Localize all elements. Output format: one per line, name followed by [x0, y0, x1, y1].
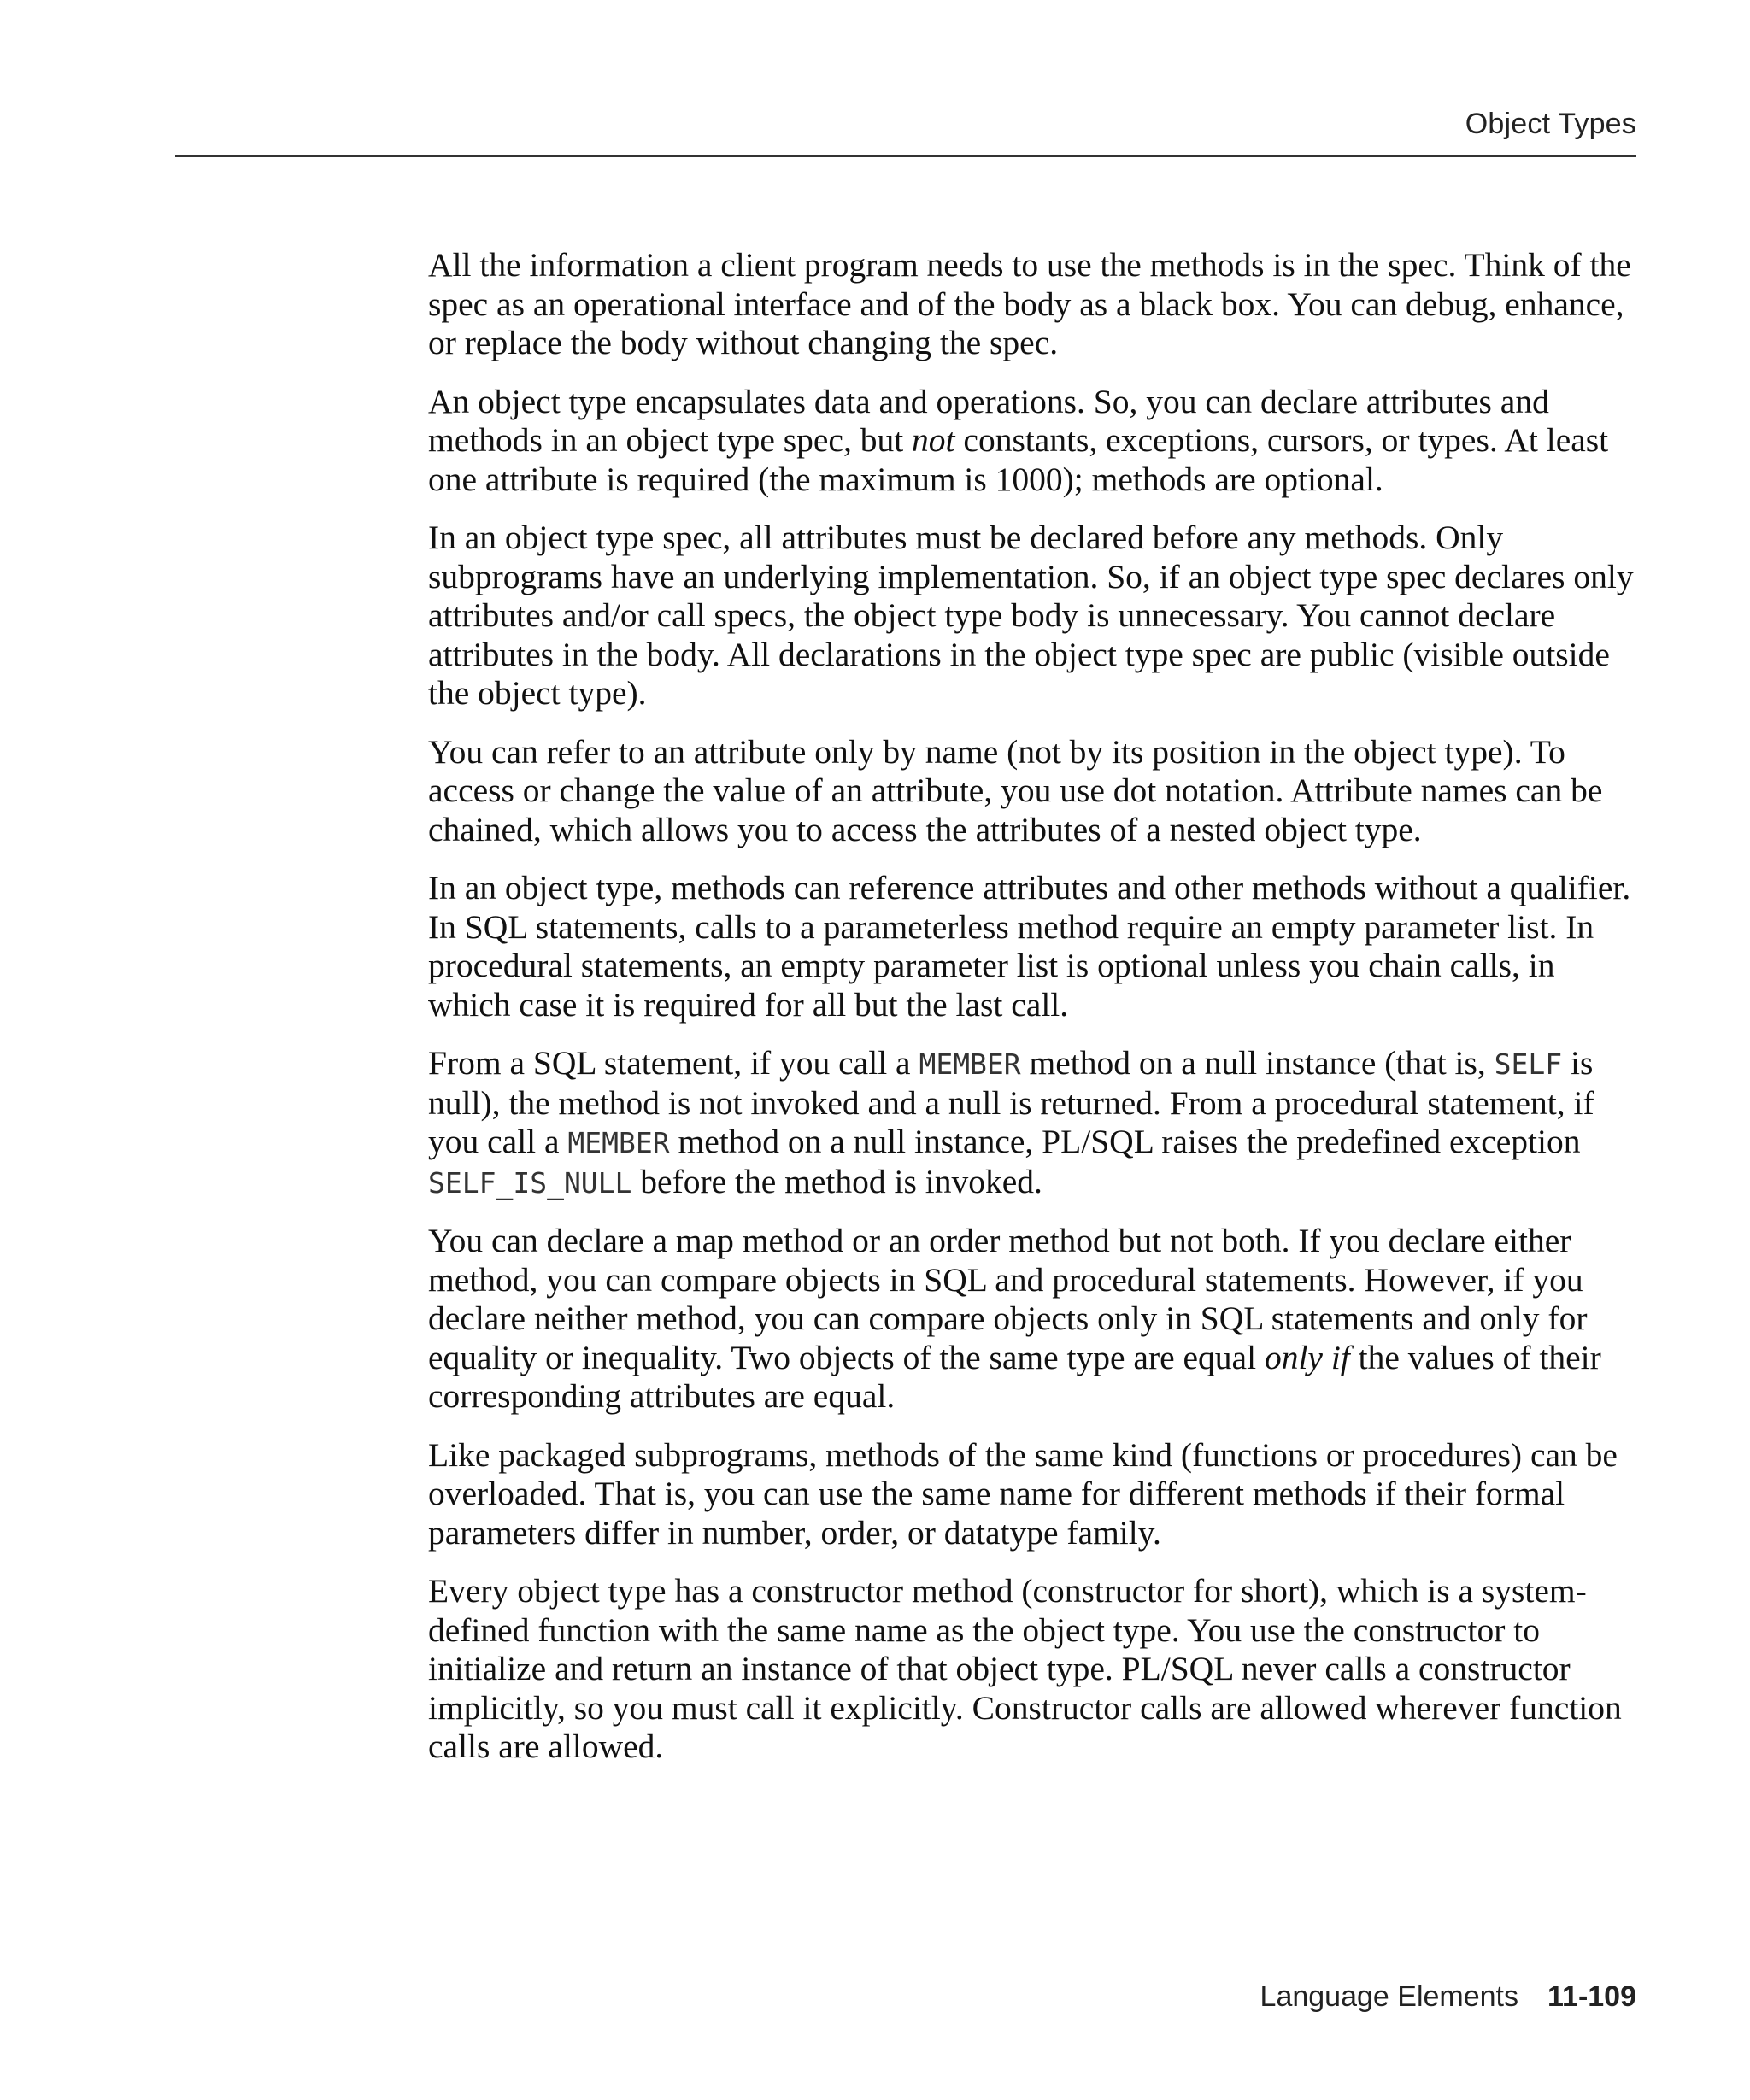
paragraph-encapsulation [428, 383, 1641, 500]
text-run: From a SQL statement, if you call a [428, 1044, 919, 1082]
code-self: SELF [1494, 1047, 1563, 1081]
text-run: You can declare a map method or an order method but not both. If you declare either method, you can compare objects in SQL and procedural statements. However, if you declare neither method, you can compare objects only in SQL statements and only for equality or inequality. Two objects of the same type are equal [428, 1222, 1588, 1376]
paragraph-map-order-methods [428, 1222, 1641, 1417]
body-text [428, 246, 1641, 1786]
page-number: 11-109 [1547, 1980, 1636, 2013]
emphasis-not: not [912, 421, 955, 459]
paragraph-spec-interface: All the information a client program needs to use the methods is in the spec. Think of the spec as an operational interface and of the body as a black box. You can debug, enhance, or replace the body without changing the spec. [428, 246, 1631, 361]
code-member: MEMBER [919, 1047, 1021, 1081]
paragraph-method-calls: In an object type, methods can reference attributes and other methods without a qualifier. In SQL statements, calls to a parameterless method require an empty parameter list. In procedural statements, an empty parameter list is optional unless you chain calls, in which case it is required for all but the last call. [428, 869, 1631, 1024]
text-run: the values of their corresponding attributes are equal. [428, 1338, 1601, 1415]
code-self-is-null: SELF_IS_NULL [428, 1165, 632, 1200]
paragraph-constructor: Every object type has a constructor method (constructor for short), which is a system-defined function with the same name as the object type. You use the constructor to initialize and return an instance of that object type. PL/SQL never calls a constructor implicitly, so you must call it explicitly. Constructor calls are allowed wherever function calls are allowed. [428, 1572, 1622, 1765]
paragraph-dot-notation: You can refer to an attribute only by name (not by its position in the object type). To access or change the value of an attribute, you use dot notation. Attribute names can be chained, which allows you to access the attributes of a nested object type. [428, 732, 1603, 848]
text-run: method on a null instance (that is, [1020, 1044, 1495, 1082]
text-run: constants, exceptions, cursors, or types. At least one attribute is required (the maximum is 1000); methods are optional. [428, 421, 1609, 498]
paragraph-null-instance [428, 1044, 1641, 1202]
page-footer [1260, 1980, 1636, 2014]
text-run: method on a null instance, PL/SQL raises the predefined exception [669, 1123, 1581, 1160]
text-run: before the method is invoked. [631, 1162, 1042, 1200]
paragraph-overloading: Like packaged subprograms, methods of the same kind (functions or procedures) can be overloaded. That is, you can use the same name for different methods if their formal parameters differ in number, order, or datatype family. [428, 1435, 1618, 1552]
footer-chapter-title: Language Elements [1260, 1980, 1518, 2013]
running-header: Object Types [1465, 108, 1636, 140]
paragraph-attribute-order: In an object type spec, all attributes must be declared before any methods. Only subprograms have an underlying implementation. So, if an object type spec declares only attributes and/or call specs, the object type body is unnecessary. You cannot declare attributes in the body. All declarations in the object type spec are public (visible outside the object type). [428, 519, 1634, 712]
emphasis-only-if: only if [1264, 1338, 1350, 1376]
header-rule [175, 155, 1636, 157]
code-member: MEMBER [567, 1126, 670, 1159]
text-run: An object type encapsulates data and operations. So, you can declare attributes and methods in an object type spec, but [428, 382, 1549, 459]
text-run: is null), the method is not invoked and a null is returned. From a procedural statement, if you call a [428, 1044, 1594, 1160]
